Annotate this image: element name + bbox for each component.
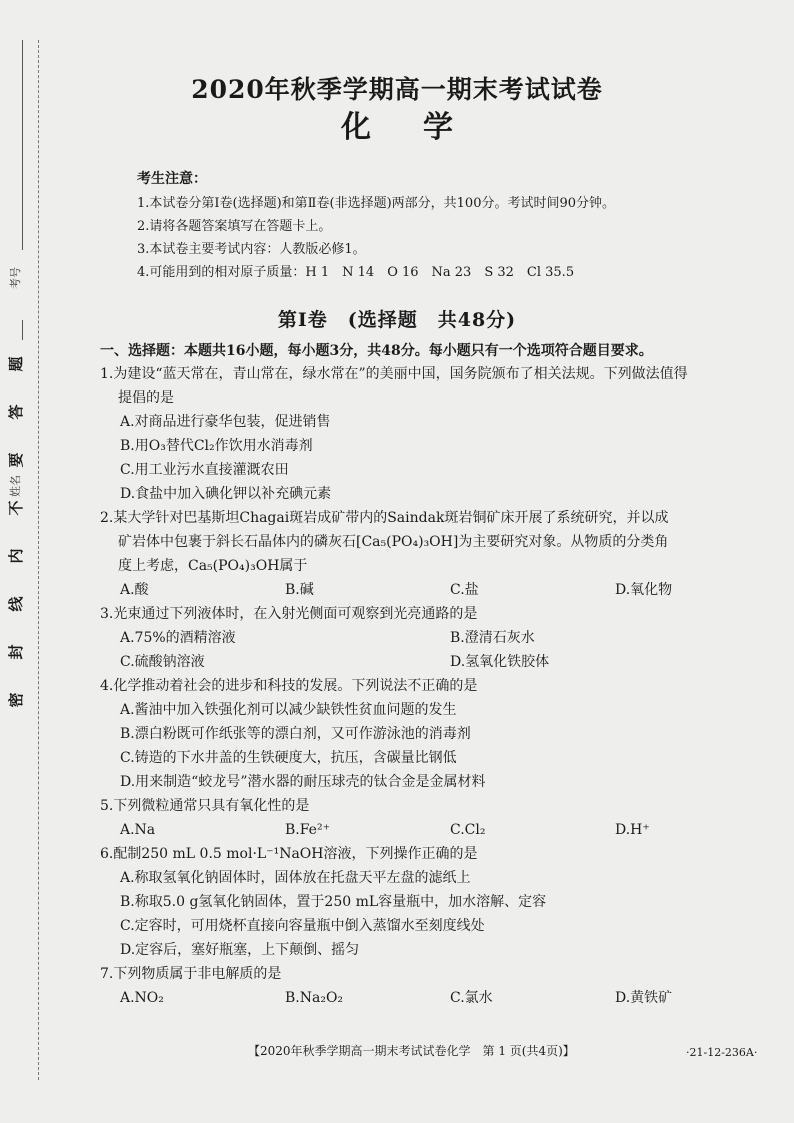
question-6 — [100, 842, 780, 962]
notice-list — [137, 192, 777, 284]
question-4 — [100, 674, 780, 794]
option: D.黄铁矿 — [615, 990, 673, 1006]
seal-char: 线 — [7, 596, 25, 612]
option: B.Fe²⁺ — [285, 822, 330, 838]
option-row — [100, 578, 780, 602]
option: D.用来制造“蛟龙号”潜水器的耐压球壳的钛合金是金属材料 — [120, 774, 486, 790]
option-row — [100, 986, 780, 1010]
seal-char: 题 — [7, 356, 25, 372]
question-stem: 7.下列物质属于非电解质的是 — [100, 966, 282, 982]
notice-heading: 考生注意： — [137, 171, 207, 187]
question-2 — [100, 506, 780, 602]
option: B.Na₂O₂ — [285, 990, 344, 1006]
option: B.称取5.0 g氢氧化钠固体，置于250 mL容量瓶中，加水溶解、定容 — [120, 894, 547, 910]
option: C.硫酸钠溶液 — [120, 654, 205, 670]
notice-item: 4.可能用到的相对原子质量：H 1 N 14 O 16 Na 23 S 32 Cl 35.5 — [137, 265, 575, 280]
notice-item: 3.本试卷主要考试内容：人教版必修1。 — [137, 242, 366, 257]
question-stem-cont: 提倡的是 — [118, 390, 174, 406]
margin-label-top: 考号 — [9, 267, 22, 289]
option-row — [100, 626, 780, 650]
question-7 — [100, 962, 780, 1010]
option: A.酱油中加入铁强化剂可以减少缺铁性贫血问题的发生 — [120, 702, 457, 718]
option: A.Na — [120, 822, 156, 838]
question-stem-cont: 矿岩体中包裹于斜长石晶体内的磷灰石[Ca₅(PO₄)₃OH]为主要研究对象。从物质的分类角 — [118, 534, 669, 550]
question-5 — [100, 794, 780, 842]
question-stem-cont: 度上考虑，Ca₅(PO₄)₃OH属于 — [118, 558, 308, 574]
option-row — [100, 650, 780, 674]
seal-char: 封 — [7, 644, 25, 660]
notice-item: 2.请将各题答案填写在答题卡上。 — [137, 219, 332, 234]
exam-title: 2020年秋季学期高一期末考试试卷 — [191, 75, 603, 104]
option: C.氯水 — [450, 990, 493, 1006]
seal-char: 要 — [7, 452, 25, 468]
option: D.氧化物 — [615, 582, 673, 598]
option: D.定容后，塞好瓶塞，上下颠倒、摇匀 — [120, 942, 360, 958]
paper-code: ·21-12-236A· — [686, 1046, 758, 1059]
option: C.盐 — [450, 582, 479, 598]
option: B.用O₃替代Cl₂作饮用水消毒剂 — [120, 438, 313, 454]
page-footer: 【2020年秋季学期高一期末考试试卷化学 第 1 页(共4页)】 — [248, 1044, 575, 1058]
question-stem: 2.某大学针对巴基斯坦Chagai斑岩成矿带内的Saindak斑岩铜矿床开展了系统研究，并以成 — [100, 510, 669, 526]
margin-label-mid: 姓名 — [9, 475, 22, 497]
option: A.酸 — [120, 582, 149, 598]
question-stem: 6.配制250 mL 0.5 mol·L⁻¹NaOH溶液，下列操作正确的是 — [100, 846, 478, 862]
seal-char: 不 — [7, 500, 25, 516]
question-list — [100, 362, 780, 1010]
option-row — [100, 818, 780, 842]
seal-char: 答 — [7, 404, 25, 420]
seal-line-text — [7, 340, 40, 724]
notice-item: 1.本试卷分第Ⅰ卷(选择题)和第Ⅱ卷(非选择题)两部分，共100分。考试时间90分钟。 — [137, 196, 616, 211]
option: C.铸造的下水井盖的生铁硬度大，抗压，含碳量比钢低 — [120, 750, 457, 766]
option: A.称取氢氧化钠固体时，固体放在托盘天平左盘的滤纸上 — [120, 870, 471, 886]
question-3 — [100, 602, 780, 674]
option: B.漂白粉既可作纸张等的漂白剂，又可作游泳池的消毒剂 — [120, 726, 471, 742]
option: A.75%的酒精溶液 — [120, 630, 236, 646]
option: D.食盐中加入碘化钾以补充碘元素 — [120, 486, 332, 502]
option: C.用工业污水直接灌溉农田 — [120, 462, 289, 478]
question-stem: 5.下列微粒通常只具有氧化性的是 — [100, 798, 310, 814]
seal-char: 内 — [7, 548, 25, 564]
question-stem: 1.为建设“蓝天常在，青山常在，绿水常在”的美丽中国，国务院颁布了相关法规。下列做法值得 — [100, 366, 688, 382]
option: B.碱 — [285, 582, 314, 598]
question-stem: 3.光束通过下列液体时，在入射光侧面可观察到光亮通路的是 — [100, 606, 478, 622]
question-1 — [100, 362, 780, 506]
seal-char: 密 — [7, 692, 25, 708]
option: D.氢氧化铁胶体 — [450, 654, 550, 670]
option: A.对商品进行豪华包装，促进销售 — [120, 414, 331, 430]
question-stem: 4.化学推动着社会的进步和科技的发展。下列说法不正确的是 — [100, 678, 478, 694]
option: C.定容时，可用烧杯直接向容量瓶中倒入蒸馏水至刻度线处 — [120, 918, 485, 934]
option: D.H⁺ — [615, 822, 650, 838]
option: B.澄清石灰水 — [450, 630, 535, 646]
subject-title: 化学 — [341, 110, 505, 145]
section-title: 第Ⅰ卷 (选择题 共48分) — [277, 309, 517, 331]
section-instruction: 一、选择题：本题共16小题，每小题3分，共48分。每小题只有一个选项符合题目要求。 — [100, 343, 653, 359]
option: C.Cl₂ — [450, 822, 486, 838]
option: A.NO₂ — [120, 990, 164, 1006]
